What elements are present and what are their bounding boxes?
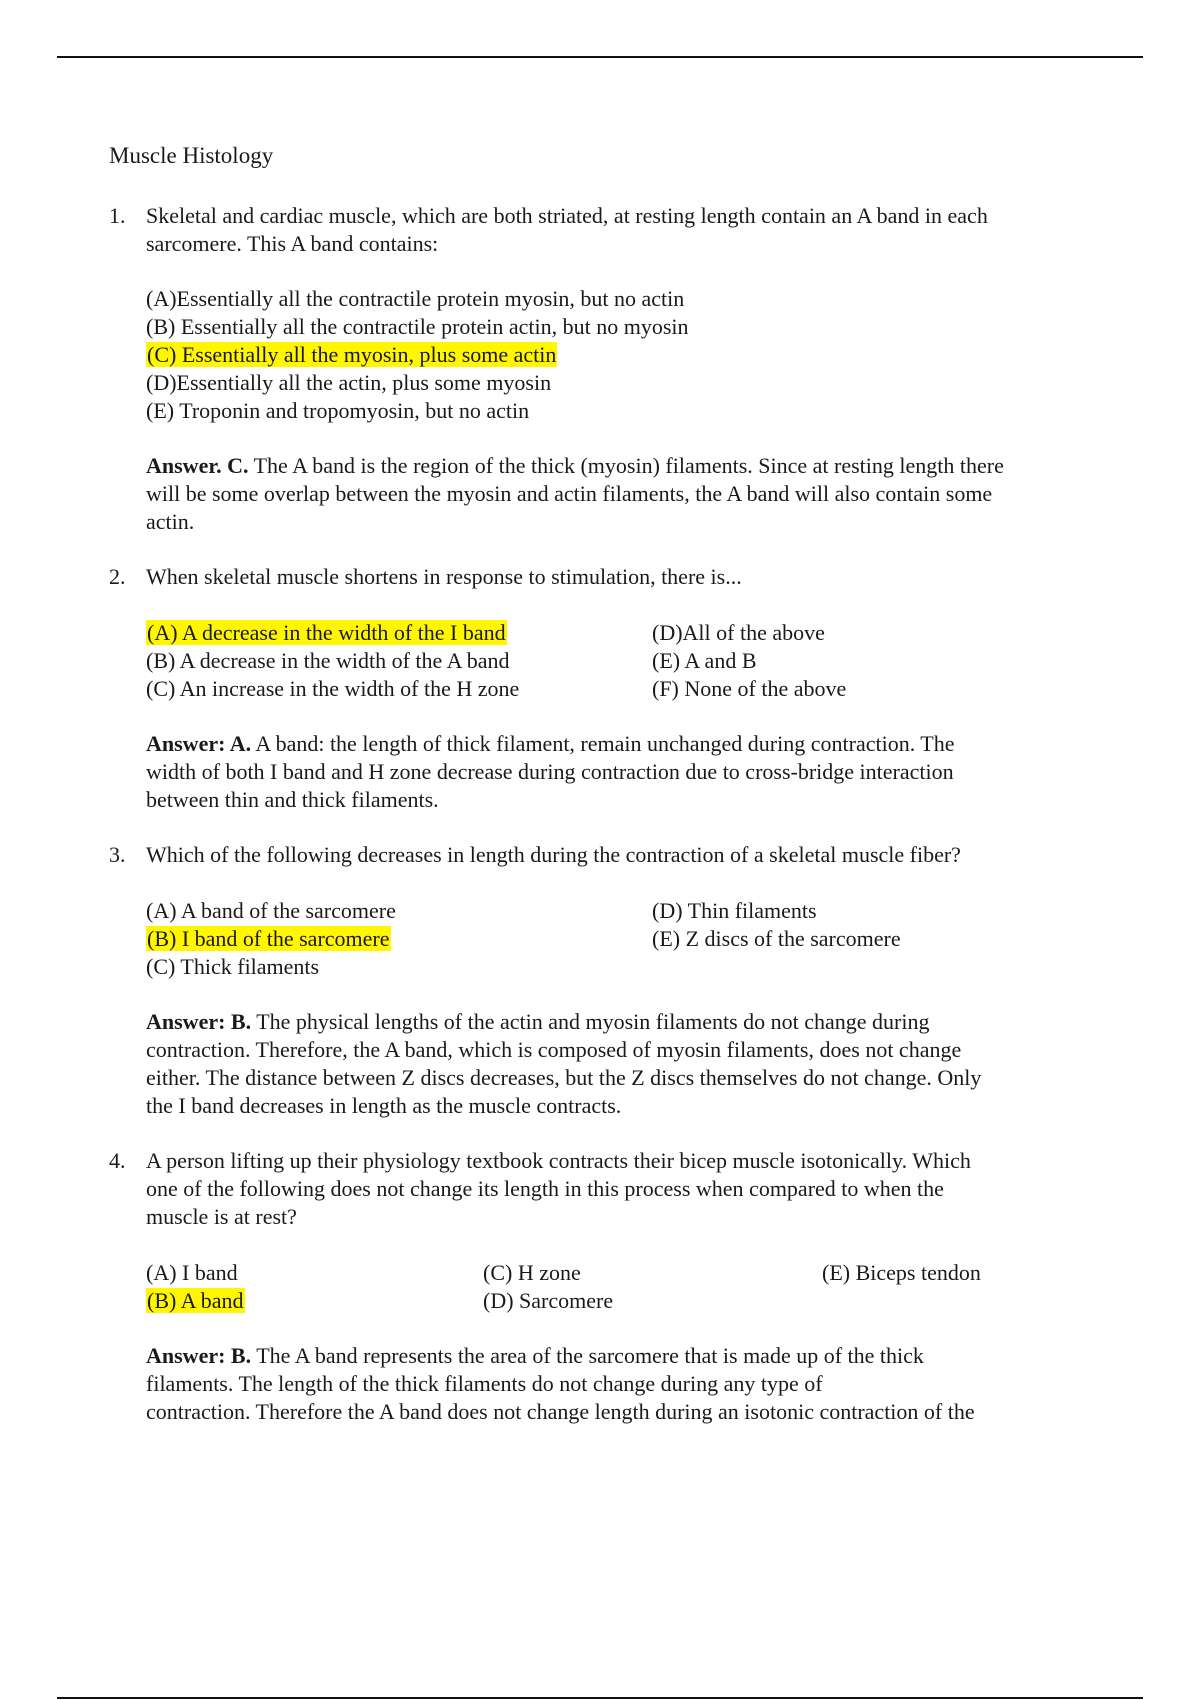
question-1-number: 1. [109,203,126,228]
question-4-option-c: (C) H zone [483,1260,581,1285]
question-3-option-a: (A) A band of the sarcomere [146,898,396,923]
question-1-text-line: sarcomere. This A band contains: [146,231,439,256]
question-4-option-d: (D) Sarcomere [483,1288,614,1313]
question-2-option-d: (D)All of the above [652,620,825,645]
answer-text: The physical lengths of the actin and myosin filaments do not change during [251,1009,930,1034]
question-2-option-f: (F) None of the above [652,676,847,701]
question-4-option-b-correct [146,1287,245,1315]
page-title: Muscle Histology [109,143,274,168]
question-1-answer-line [146,452,1004,480]
question-1-option-a: (A)Essentially all the contractile protein myosin, but no actin [146,286,685,311]
question-3-answer-line: either. The distance between Z discs decreases, but the Z discs themselves do not change. Only [146,1065,982,1090]
question-3-text-line: Which of the following decreases in length during the contraction of a skeletal muscle fiber? [146,842,961,867]
question-4-text-line: one of the following does not change its length in this process when compared to when the [146,1176,944,1201]
question-2-option-a-correct [146,619,507,647]
question-1-option-e: (E) Troponin and tropomyosin, but no actin [146,398,530,423]
answer-label: Answer: A. [146,731,252,756]
question-1-option-c-correct [146,341,557,369]
question-3-answer-line: contraction. Therefore, the A band, which is composed of myosin filaments, does not change [146,1037,962,1062]
question-4-text-line: A person lifting up their physiology textbook contracts their bicep muscle isotonically. Which [146,1148,971,1173]
question-2-option-b: (B) A decrease in the width of the A band [146,648,510,673]
answer-label: Answer. C. [146,453,249,478]
question-3-answer-line [146,1008,930,1036]
question-3-option-e: (E) Z discs of the sarcomere [652,926,901,951]
answer-label: Answer: B. [146,1343,252,1368]
question-2-text-line: When skeletal muscle shortens in response to stimulation, there is... [146,564,742,589]
question-1-option-b: (B) Essentially all the contractile protein actin, but no myosin [146,314,689,339]
question-2-option-c: (C) An increase in the width of the H zone [146,676,520,701]
question-4-answer-line: contraction. Therefore the A band does not change length during an isotonic contraction of the [146,1399,975,1424]
question-2-answer-line [146,730,955,758]
question-4-number: 4. [109,1148,126,1173]
bottom-rule [57,1697,1143,1699]
answer-highlight: (C) Essentially all the myosin, plus some actin [147,342,557,367]
answer-highlight: (B) I band of the sarcomere [147,926,390,951]
answer-highlight: (B) A band [147,1288,244,1313]
question-1-answer-line: actin. [146,509,195,534]
question-4-answer-line [146,1342,924,1370]
answer-text: The A band represents the area of the sarcomere that is made up of the thick [251,1343,924,1368]
answer-highlight: (A) A decrease in the width of the I band [147,620,506,645]
question-4-answer-line: filaments. The length of the thick filaments do not change during any type of [146,1371,823,1396]
question-2-number: 2. [109,564,126,589]
question-2-option-e: (E) A and B [652,648,757,673]
answer-label: Answer: B. [146,1009,252,1034]
question-4-option-a: (A) I band [146,1260,238,1285]
question-4-text-line: muscle is at rest? [146,1204,297,1229]
question-2-answer-line: between thin and thick filaments. [146,787,439,812]
question-1-text-line: Skeletal and cardiac muscle, which are both striated, at resting length contain an A band in each [146,203,988,228]
question-1-answer-line: will be some overlap between the myosin and actin filaments, the A band will also contain some [146,481,993,506]
question-1-option-d: (D)Essentially all the actin, plus some myosin [146,370,552,395]
question-3-number: 3. [109,842,126,867]
question-3-answer-line: the I band decreases in length as the muscle contracts. [146,1093,622,1118]
question-3-option-b-correct [146,925,391,953]
answer-text: A band: the length of thick filament, remain unchanged during contraction. The [251,731,955,756]
question-3-option-c: (C) Thick filaments [146,954,320,979]
answer-text: The A band is the region of the thick (myosin) filaments. Since at resting length there [248,453,1004,478]
question-3-option-d: (D) Thin filaments [652,898,817,923]
question-4-option-e: (E) Biceps tendon [822,1260,981,1285]
top-rule [57,56,1143,58]
question-2-answer-line: width of both I band and H zone decrease during contraction due to cross-bridge interaction [146,759,954,784]
